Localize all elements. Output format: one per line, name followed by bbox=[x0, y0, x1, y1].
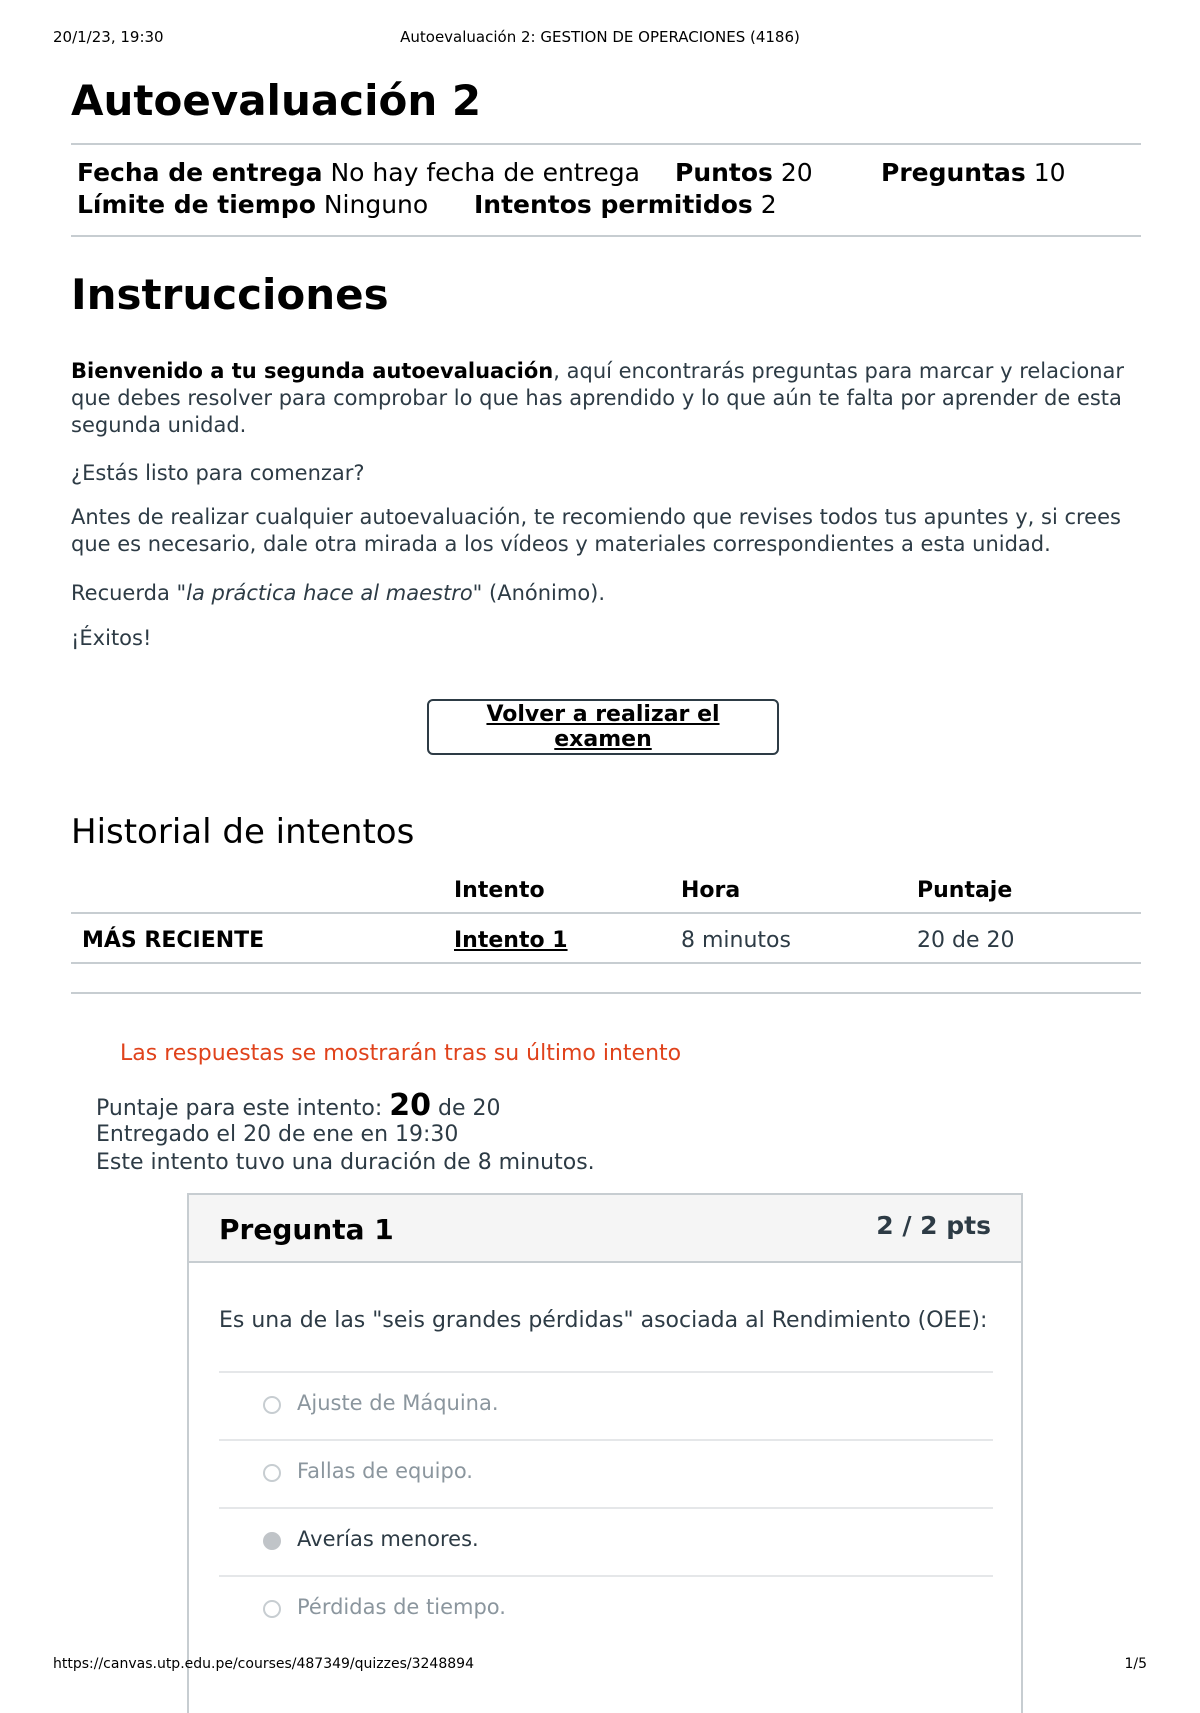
instructions-quote bbox=[71, 580, 1141, 607]
radio-selected-icon[interactable] bbox=[263, 1532, 281, 1550]
score-prefix: Puntaje para este intento: bbox=[96, 1096, 390, 1121]
answer-option[interactable] bbox=[219, 1439, 993, 1509]
instructions-bold-text: Bienvenido a tu segunda autoevaluación bbox=[71, 359, 554, 383]
meta-questions bbox=[881, 158, 1066, 187]
attempt-duration: Este intento tuvo una duración de 8 minutos. bbox=[96, 1150, 595, 1175]
instructions-text: segunda unidad. bbox=[71, 413, 247, 437]
row-label: MÁS RECIENTE bbox=[82, 928, 265, 953]
quiz-title: Autoevaluación 2 bbox=[71, 76, 482, 125]
instructions-text: que debes resolver para comprobar lo que has aprendido y lo que aún te falta por aprender de esta bbox=[71, 386, 1122, 410]
question-title: Pregunta 1 bbox=[219, 1213, 394, 1246]
instructions-text: Antes de realizar cualquier autoevaluación, te recomiendo que revises todos tus apuntes y, si crees bbox=[71, 505, 1121, 529]
answer-option-selected[interactable] bbox=[219, 1507, 993, 1577]
instructions-paragraph bbox=[71, 504, 1141, 558]
submitted-date: Entregado el 20 de ene en 19:30 bbox=[96, 1122, 459, 1147]
meta-points-label: Puntos bbox=[675, 158, 773, 187]
print-document-title: Autoevaluación 2: GESTION DE OPERACIONES (4186) bbox=[400, 28, 800, 46]
attempt-history-heading: Historial de intentos bbox=[71, 812, 415, 852]
meta-attempts bbox=[474, 190, 777, 219]
meta-questions-label: Preguntas bbox=[881, 158, 1026, 187]
attempt-score-summary bbox=[96, 1088, 501, 1123]
instructions-paragraph bbox=[71, 358, 1141, 439]
column-header-attempt: Intento bbox=[454, 878, 545, 903]
table-row-divider bbox=[71, 962, 1141, 964]
radio-unselected-icon[interactable] bbox=[263, 1600, 281, 1618]
radio-unselected-icon[interactable] bbox=[263, 1396, 281, 1414]
meta-time-limit-label: Límite de tiempo bbox=[77, 190, 316, 219]
quote-prefix: Recuerda " bbox=[71, 581, 187, 605]
divider bbox=[71, 143, 1141, 145]
quote-suffix: " (Anónimo). bbox=[472, 581, 606, 605]
print-footer bbox=[53, 1656, 1147, 1676]
score-suffix: de 20 bbox=[431, 1096, 501, 1121]
answer-label: Averías menores. bbox=[297, 1527, 479, 1551]
answer-label: Fallas de equipo. bbox=[297, 1459, 473, 1483]
attempt-score: 20 de 20 bbox=[917, 928, 1015, 953]
answer-label: Pérdidas de tiempo. bbox=[297, 1595, 506, 1619]
attempt-time: 8 minutos bbox=[681, 928, 791, 953]
column-header-score: Puntaje bbox=[917, 878, 1013, 903]
answer-label: Ajuste de Máquina. bbox=[297, 1391, 499, 1415]
instructions-text: que es necesario, dale otra mirada a los vídeos y materiales correspondientes a esta unidad. bbox=[71, 532, 1051, 556]
instructions-closing: ¡Éxitos! bbox=[71, 626, 152, 650]
question-header bbox=[189, 1195, 1021, 1263]
meta-due bbox=[77, 158, 640, 187]
print-header bbox=[53, 28, 1147, 48]
instructions-heading: Instrucciones bbox=[71, 270, 389, 319]
answer-option[interactable] bbox=[219, 1575, 993, 1645]
meta-questions-value: 10 bbox=[1033, 158, 1066, 187]
column-header-time: Hora bbox=[681, 878, 741, 903]
meta-points bbox=[675, 158, 813, 187]
answers-notice: Las respuestas se mostrarán tras su último intento bbox=[120, 1041, 682, 1066]
instructions-question: ¿Estás listo para comenzar? bbox=[71, 461, 365, 485]
divider bbox=[71, 235, 1141, 237]
radio-unselected-icon[interactable] bbox=[263, 1464, 281, 1482]
print-datetime: 20/1/23, 19:30 bbox=[53, 28, 164, 46]
question-text: Es una de las "seis grandes pérdidas" asociada al Rendimiento (OEE): bbox=[219, 1308, 988, 1333]
question-points: 2 / 2 pts bbox=[876, 1211, 991, 1240]
print-page-number: 1/5 bbox=[1124, 1656, 1147, 1672]
meta-due-label: Fecha de entrega bbox=[77, 158, 323, 187]
table-header-divider bbox=[71, 912, 1141, 914]
answer-option[interactable] bbox=[219, 1371, 993, 1441]
meta-points-value: 20 bbox=[780, 158, 813, 187]
meta-time-limit-value: Ninguno bbox=[323, 190, 429, 219]
meta-attempts-label: Intentos permitidos bbox=[474, 190, 753, 219]
meta-due-value: No hay fecha de entrega bbox=[330, 158, 640, 187]
divider bbox=[71, 992, 1141, 994]
print-url: https://canvas.utp.edu.pe/courses/487349/quizzes/3248894 bbox=[53, 1656, 474, 1672]
quote-italic: la práctica hace al maestro bbox=[186, 581, 473, 605]
question-card bbox=[187, 1193, 1023, 1713]
attempt-link[interactable]: Intento 1 bbox=[454, 928, 568, 953]
instructions-text: , aquí encontrarás preguntas para marcar y relacionar bbox=[553, 359, 1125, 383]
meta-time-limit bbox=[77, 190, 428, 219]
score-value: 20 bbox=[389, 1088, 432, 1123]
meta-attempts-value: 2 bbox=[760, 190, 777, 219]
retake-quiz-button[interactable]: Volver a realizar el examen bbox=[427, 699, 779, 755]
